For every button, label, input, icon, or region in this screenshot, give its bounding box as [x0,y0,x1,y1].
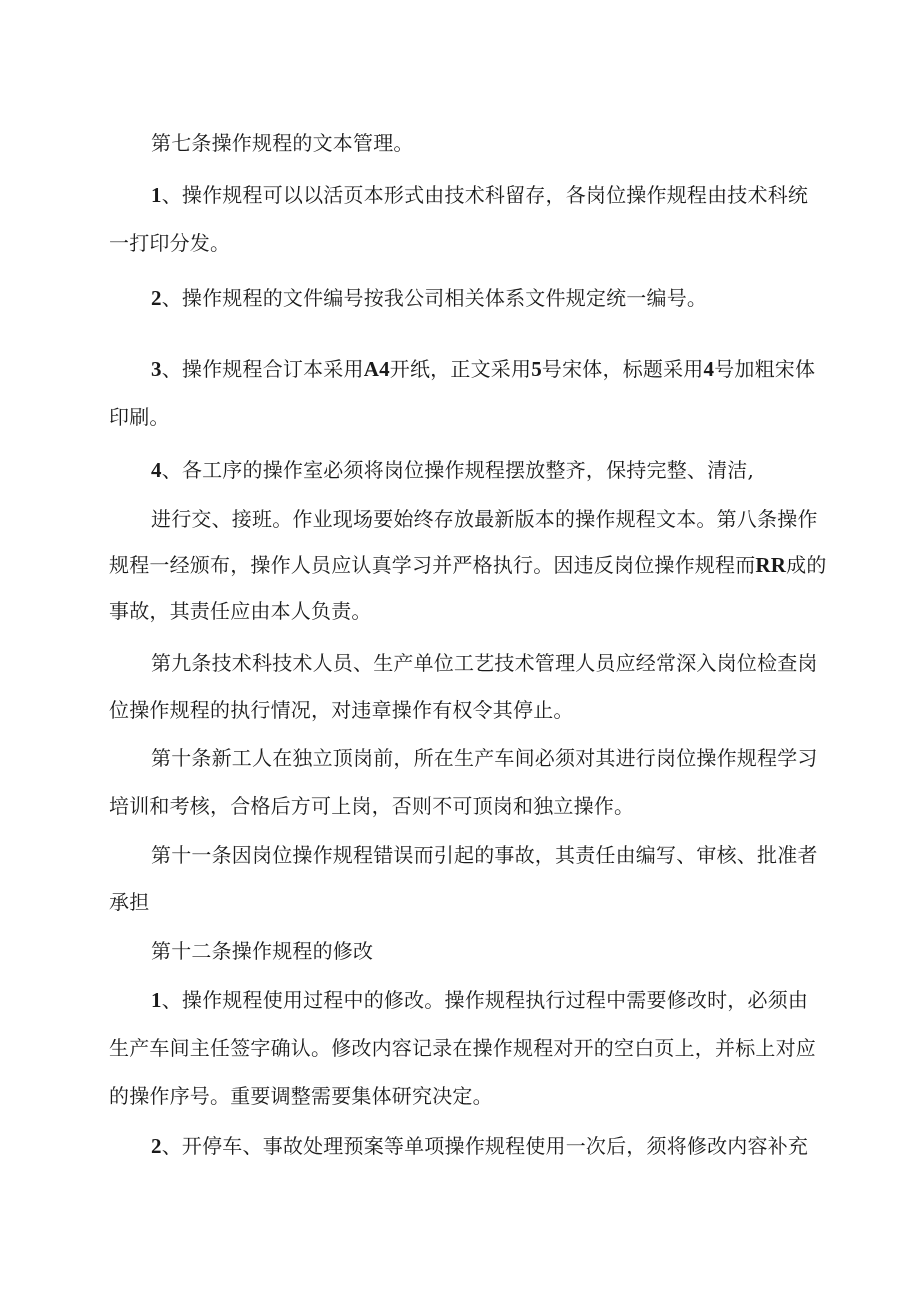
article-11-line-2: 承担 [109,890,150,914]
article-7-heading: 第七条操作规程的文本管理。 [151,131,414,155]
article-7-item-4-line-1: 4、各工序的操作室必须将岗位操作规程摆放整齐，保持完整、清洁, [151,458,755,482]
article-7-item-1-line-1: 1、操作规程可以以活页本形式由技术科留存，各岗位操作规程由技术科统 [151,183,809,207]
article-9-line-1: 第九条技术科技术人员、生产单位工艺技术管理人员应经常深入岗位检查岗 [151,651,818,675]
article-8-line-2: 事故，其责任应由本人负责。 [109,599,372,623]
article-10-line-1: 第十条新工人在独立顶岗前，所在生产车间必须对其进行岗位操作规程学习 [151,746,818,770]
article-12-item-1-line-3: 的操作序号。重要调整需要集体研究决定。 [109,1084,493,1108]
article-12-item-1-line-1: 1、操作规程使用过程中的修改。操作规程执行过程中需要修改时，必须由 [151,988,809,1012]
article-12-heading: 第十二条操作规程的修改 [151,939,374,963]
article-11-line-1: 第十一条因岗位操作规程错误而引起的事故，其责任由编写、审核、批准者 [151,843,818,867]
article-12-item-1-line-2: 生产车间主任签字确认。修改内容记录在操作规程对开的空白页上，并标上对应 [109,1036,816,1060]
article-10-line-2: 培训和考核，合格后方可上岗，否则不可顶岗和独立操作。 [109,794,635,818]
article-9-line-2: 位操作规程的执行情况，对违章操作有权令其停止。 [109,698,574,722]
article-7-item-2: 2、操作规程的文件编号按我公司相关体系文件规定统一编号。 [151,286,708,310]
article-7-item-3-line-2: 印刷。 [109,405,170,429]
article-12-item-2-line-1: 2、开停车、事故处理预案等单项操作规程使用一次后，须将修改内容补充 [151,1134,809,1158]
article-7-item-3-line-1: 3、操作规程合订本采用A4开纸，正文采用5号宋体，标题采用4号加粗宋体 [151,357,816,381]
article-7-item-4-line-2: 进行交、接班。作业现场要始终存放最新版本的操作规程文本。第八条操作 [151,507,818,531]
article-7-item-1-line-2: 一打印分发。 [109,231,231,255]
article-8-line-1: 规程一经颁布，操作人员应认真学习并严格执行。因违反岗位操作规程而RR成的 [109,553,827,577]
